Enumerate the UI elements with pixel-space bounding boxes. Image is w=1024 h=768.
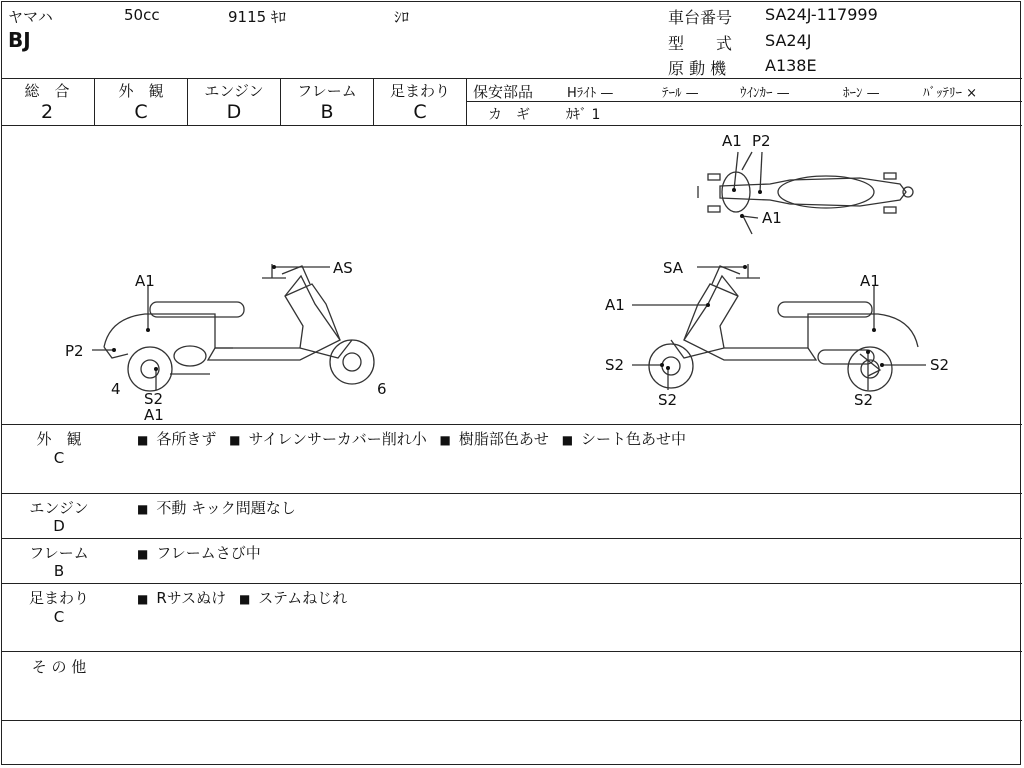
diagram-label: A1 (135, 272, 155, 290)
grade-label-total: 総 合 (24, 82, 70, 100)
top-view-scooter (698, 152, 913, 234)
diagram-label: S2 (605, 356, 625, 374)
safety-item: ﾊﾞｯﾃﾘｰ × (923, 86, 978, 101)
frame-no-value: SA24J-117999 (765, 5, 878, 24)
grade-top-line (1, 78, 1022, 79)
grade-label-exterior: 外 観 (118, 82, 164, 100)
engine-value: A138E (765, 56, 817, 75)
diagram-label: AS (333, 259, 353, 277)
remark-category-other: そ の 他 (31, 658, 87, 676)
diagram-label: A1 (144, 406, 164, 424)
grade-label-frame: フレーム (297, 82, 357, 100)
remark-items-exterior: ■ 各所きず ■ サイレンサーカバー削れ小 ■ 樹脂部色あせ ■ シート色あせ中 (137, 430, 687, 448)
displacement: 50cc (124, 6, 160, 24)
diagram-label: S2 (144, 390, 164, 408)
grade-value-engine: D (226, 101, 242, 123)
safety-item: ﾃｰﾙ — (662, 86, 699, 101)
key-value: ｶｷﾞ 1 (566, 107, 601, 123)
type-label: 型 式 (668, 34, 733, 53)
frame-no-label: 車台番号 (668, 8, 733, 27)
diagram-label: A1 (762, 209, 782, 227)
remark-grade-exterior: C (53, 449, 65, 467)
remarks-top-line (1, 424, 1022, 425)
remark-grade-engine: D (53, 517, 65, 535)
remark-category-frame: フレーム (29, 544, 89, 562)
diagram-label: P2 (65, 342, 84, 360)
remarks-line (1, 493, 1022, 494)
safety-label: 保安部品 (473, 83, 534, 101)
remark-items-engine: ■ 不動 キック問題なし (137, 499, 296, 517)
damage-diagram (0, 126, 1022, 424)
diagram-label: A1 (605, 296, 625, 314)
remark-category-engine: エンジン (29, 499, 89, 517)
body-color: ｼﾛ (394, 8, 410, 26)
diagram-label: S2 (930, 356, 950, 374)
engine-label: 原 動 機 (668, 59, 727, 78)
grade-value-exterior: C (134, 101, 148, 123)
remark-category-exterior: 外 観 (36, 430, 82, 448)
mileage: 9115 ｷﾛ (228, 8, 286, 26)
maker: ヤマハ (8, 8, 53, 26)
diagram-label: 4 (111, 380, 121, 398)
diagram-label: A1 (860, 272, 880, 290)
remark-category-suspension: 足まわり (28, 589, 89, 607)
model-name: BJ (8, 28, 31, 52)
safety-divider (466, 101, 1022, 102)
diagram-label: A1 (722, 132, 742, 150)
remark-items-suspension: ■ Rサスぬけ ■ ステムねじれ (137, 589, 348, 607)
grade-label-suspension: 足まわり (389, 82, 450, 100)
remarks-line (1, 651, 1022, 652)
remark-grade-frame: B (53, 562, 65, 580)
diagram-label: S2 (658, 391, 678, 409)
diagram-label: P2 (752, 132, 771, 150)
safety-item: ﾎｰﾝ — (843, 86, 880, 101)
remark-grade-suspension: C (53, 608, 65, 626)
diagram-label: S2 (854, 391, 874, 409)
remarks-line (1, 538, 1022, 539)
remarks-line (1, 720, 1022, 721)
grade-value-frame: B (320, 101, 334, 123)
diagram-label: 6 (377, 380, 387, 398)
remarks-line (1, 583, 1022, 584)
remark-items-frame: ■ フレームさび中 (137, 544, 261, 562)
grade-value-suspension: C (413, 101, 427, 123)
grade-value-total: 2 (40, 101, 54, 123)
grade-label-engine: エンジン (204, 82, 264, 100)
safety-item: Hﾗｲﾄ — (567, 86, 614, 101)
key-label: カ ギ (488, 107, 530, 123)
diagram-label: SA (663, 259, 684, 277)
type-value: SA24J (765, 31, 812, 50)
safety-item: ｳｲﾝｶｰ — (740, 86, 790, 101)
